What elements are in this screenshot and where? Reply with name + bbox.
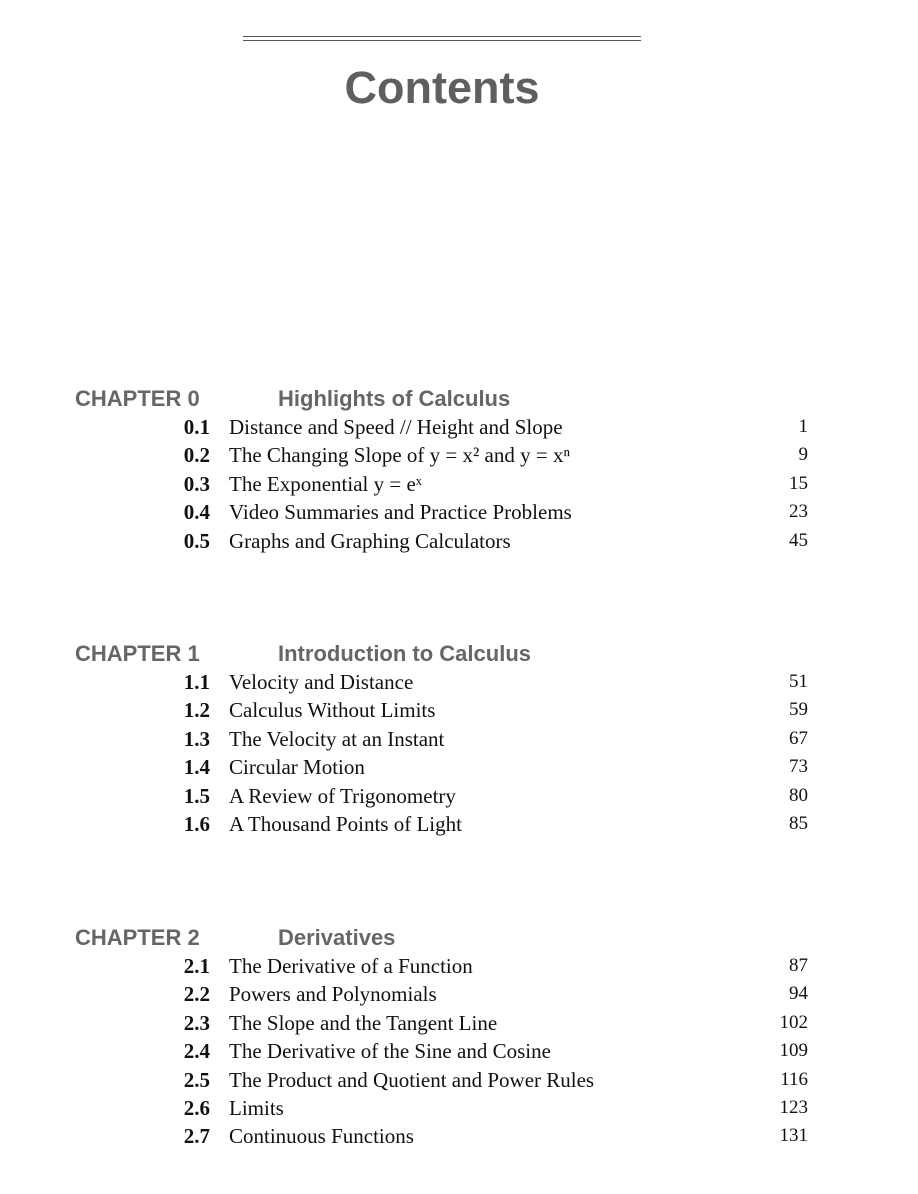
toc-entry[interactable] [0,980,918,1008]
toc-entry[interactable] [0,725,918,753]
chapter-label: CHAPTER 2 [75,925,200,950]
section-number: 0.2 [183,443,210,468]
section-number: 2.3 [183,1010,210,1035]
section-number: 1.3 [183,726,210,751]
section-page: 15 [789,472,808,494]
section-number: 2.5 [183,1067,210,1092]
section-page: 67 [789,727,808,749]
chapter-title: Derivatives [278,925,396,950]
section-title: Limits [229,1095,284,1120]
section-number: 1.1 [183,670,210,694]
toc-entry[interactable] [0,1122,918,1150]
section-title: The Slope and the Tangent Line [229,1010,498,1035]
chapter-title: Introduction to Calculus [278,641,531,666]
section-title: The Derivative of a Function [229,954,473,978]
section-title: The Derivative of the Sine and Cosine [229,1039,551,1064]
section-title: Graphs and Graphing Calculators [229,528,511,553]
section-page: 1 [798,416,808,437]
section-page: 80 [789,784,808,806]
section-page: 59 [789,699,808,721]
section-page: 123 [779,1096,808,1118]
toc-entry[interactable] [0,441,918,469]
section-title: Powers and Polynomials [229,982,437,1007]
chapter-2 [0,924,918,1151]
section-title: The Exponential y = eˣ [229,471,422,496]
section-number: 2.1 [183,954,210,978]
section-number: 0.3 [183,471,210,496]
chapter-label: CHAPTER 1 [75,641,200,666]
section-number: 0.1 [183,415,210,439]
toc-entry[interactable] [0,1037,918,1065]
section-number: 1.5 [183,783,210,808]
section-page: 45 [789,529,808,551]
section-title: A Thousand Points of Light [229,811,462,836]
toc-entry[interactable] [0,1009,918,1037]
section-number: 1.6 [183,811,210,836]
toc-entry[interactable] [0,470,918,498]
section-page: 131 [779,1125,808,1147]
chapter-label: CHAPTER 0 [75,386,200,411]
toc-entry[interactable] [0,952,918,980]
chapter-heading [0,924,918,952]
section-number: 2.6 [183,1095,210,1120]
section-page: 94 [789,983,808,1005]
section-title: The Changing Slope of y = x² and y = xⁿ [229,443,571,468]
section-number: 0.4 [183,500,210,525]
section-number: 0.5 [183,528,210,553]
chapter-0 [0,385,918,555]
toc-entry[interactable] [0,696,918,724]
section-title: Distance and Speed // Height and Slope [229,415,563,439]
chapter-title: Highlights of Calculus [278,386,511,411]
toc-entry[interactable] [0,810,918,838]
section-page: 51 [789,671,808,692]
section-page: 73 [789,756,808,778]
toc-entry[interactable] [0,782,918,810]
toc-entry[interactable] [0,1094,918,1122]
section-number: 2.2 [183,982,210,1007]
section-title: Velocity and Distance [229,670,414,694]
section-page: 23 [789,501,808,523]
section-title: The Velocity at an Instant [229,726,445,751]
section-title: Circular Motion [229,755,365,780]
page-title: Contents [344,62,540,113]
section-title: Video Summaries and Practice Problems [229,500,572,525]
section-title: Calculus Without Limits [229,698,436,723]
section-title: The Product and Quotient and Power Rules [229,1067,595,1092]
toc-entry[interactable] [0,498,918,526]
section-page: 102 [779,1011,808,1033]
chapter-heading [0,385,918,413]
toc-entry[interactable] [0,753,918,781]
section-number: 2.4 [183,1039,210,1064]
section-title: A Review of Trigonometry [229,783,456,808]
toc-entry[interactable] [0,527,918,555]
toc-entry[interactable] [0,413,918,441]
top-double-rule [243,36,641,41]
section-page: 9 [798,444,808,466]
section-number: 1.2 [183,698,210,723]
section-number: 2.7 [183,1124,210,1149]
section-page: 87 [789,955,808,976]
chapter-heading [0,640,918,668]
toc-entry[interactable] [0,1066,918,1094]
chapter-1 [0,640,918,838]
toc-entry[interactable] [0,668,918,696]
section-page: 109 [779,1040,808,1062]
section-number: 1.4 [183,755,210,780]
section-page: 85 [789,812,808,834]
section-page: 116 [780,1068,808,1090]
section-title: Continuous Functions [229,1124,414,1149]
